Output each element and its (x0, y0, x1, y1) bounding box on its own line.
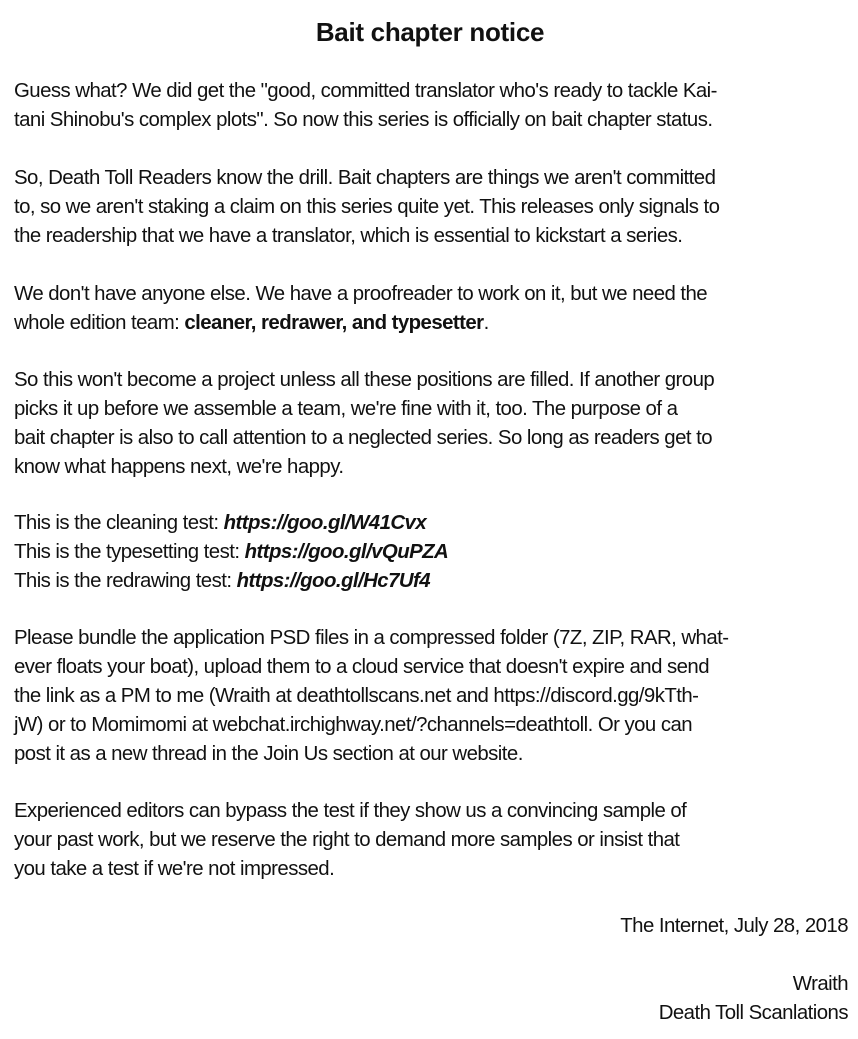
text-line: bait chapter is also to call attention to a neglected series. So long as readers get to (14, 427, 712, 449)
test-label: This is the typesetting test: (14, 541, 245, 563)
text-line: So this won't become a project unless all these positions are filled. If another group (14, 369, 715, 391)
text-line: Please bundle the application PSD files in a compressed folder (7Z, ZIP, RAR, what- (14, 627, 729, 649)
typesetting-test-line (14, 538, 848, 567)
text-line: Experienced editors can bypass the test if they show us a convincing sample of (14, 800, 687, 822)
test-label: This is the cleaning test: (14, 512, 224, 534)
paragraph-experienced-editors (14, 797, 848, 884)
cleaning-test-link[interactable]: https://goo.gl/W41Cvx (223, 512, 427, 534)
text-line: your past work, but we reserve the right to demand more samples or insist that (14, 829, 680, 851)
text-segment: whole edition team: (14, 312, 185, 334)
text-line: to, so we aren't staking a claim on this series quite yet. This releases only signals to (14, 196, 720, 218)
text-line: tani Shinobu's complex plots". So now this series is officially on bait chapter status. (14, 109, 713, 131)
paragraph-bait-explanation (14, 164, 848, 251)
date-line: The Internet, July 28, 2018 (620, 915, 848, 937)
text-line: So, Death Toll Readers know the drill. Bait chapters are things we aren't committed (14, 167, 716, 189)
text-line: We don't have anyone else. We have a proofreader to work on it, but we need the (14, 283, 708, 305)
cleaning-test-line (14, 509, 848, 538)
text-line: you take a test if we're not impressed. (14, 858, 335, 880)
text-line: picks it up before we assemble a team, we're fine with it, too. The purpose of a (14, 398, 678, 420)
typesetting-test-link[interactable]: https://goo.gl/vQuPZA (244, 541, 449, 563)
text-line: the link as a PM to me (Wraith at deathtollscans.net and https://discord.gg/9kTth- (14, 685, 699, 707)
signature-organization: Death Toll Scanlations (658, 1002, 848, 1024)
text-segment: . (483, 312, 489, 334)
paragraph-intro (14, 77, 848, 135)
paragraph-conditions (14, 366, 848, 482)
text-line: the readership that we have a translator, which is essential to kickstart a series. (14, 225, 683, 247)
page-title: Bait chapter notice (315, 17, 545, 47)
text-line: post it as a new thread in the Join Us section at our website. (14, 743, 523, 765)
text-line: Guess what? We did get the "good, committed translator who's ready to tackle Kai- (14, 80, 717, 102)
text-line (14, 309, 848, 338)
paragraph-submission (14, 624, 848, 769)
needed-roles: cleaner, redrawer, and typesetter (184, 312, 484, 334)
test-links (14, 509, 848, 596)
redrawing-test-link[interactable]: https://goo.gl/Hc7Uf4 (236, 570, 431, 592)
redrawing-test-line (14, 567, 848, 596)
paragraph-team-needed (14, 280, 848, 338)
test-label: This is the redrawing test: (14, 570, 237, 592)
text-line: know what happens next, we're happy. (14, 456, 344, 478)
text-line: ever floats your boat), upload them to a cloud service that doesn't expire and send (14, 656, 710, 678)
text-line: jW) or to Momimomi at webchat.irchighway.net/?channels=deathtoll. Or you can (14, 714, 693, 736)
signature-name: Wraith (792, 973, 848, 995)
